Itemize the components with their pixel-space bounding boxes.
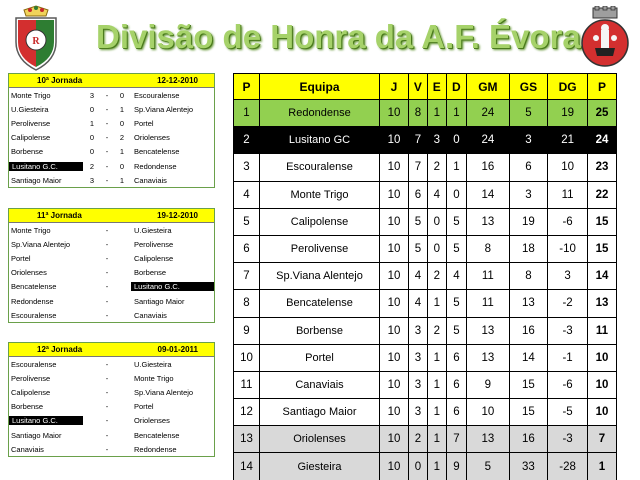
column-header: GS bbox=[509, 74, 547, 100]
round-label: 12ª Jornada bbox=[37, 345, 83, 354]
column-header: P bbox=[234, 74, 260, 100]
standings-row bbox=[234, 371, 617, 398]
position-cell: 2 bbox=[234, 127, 260, 154]
away-team: Portel bbox=[134, 402, 154, 412]
games-cell: 10 bbox=[380, 100, 409, 127]
wins-cell: 4 bbox=[408, 290, 427, 317]
goal-diff-cell: -28 bbox=[548, 453, 588, 480]
standings-row bbox=[234, 100, 617, 127]
goals-for-cell: 5 bbox=[467, 453, 510, 480]
round-11-panel bbox=[8, 208, 215, 323]
home-team: Lusitano G.C. bbox=[9, 162, 83, 171]
wins-cell: 7 bbox=[408, 154, 427, 181]
losses-cell: 4 bbox=[446, 263, 466, 290]
points-cell: 13 bbox=[588, 290, 617, 317]
score-separator: - bbox=[105, 282, 109, 292]
points-cell: 23 bbox=[588, 154, 617, 181]
goal-diff-cell: -3 bbox=[548, 426, 588, 453]
round-header bbox=[9, 209, 214, 223]
game-row bbox=[9, 251, 214, 265]
games-cell: 10 bbox=[380, 208, 409, 235]
home-team: Escouralense bbox=[11, 310, 57, 320]
game-row bbox=[9, 88, 214, 102]
team-cell: Bencatelense bbox=[260, 290, 380, 317]
losses-cell: 9 bbox=[446, 453, 466, 480]
score-separator: - bbox=[105, 296, 109, 306]
away-team: Bencatelense bbox=[134, 430, 180, 440]
games-cell: 10 bbox=[380, 344, 409, 371]
home-team: Portel bbox=[11, 253, 31, 263]
games-cell: 10 bbox=[380, 127, 409, 154]
standings-row bbox=[234, 154, 617, 181]
goal-diff-cell: 19 bbox=[548, 100, 588, 127]
goal-diff-cell: -5 bbox=[548, 399, 588, 426]
away-team: Lusitano G.C. bbox=[131, 282, 214, 291]
home-team: Sp.Viana Alentejo bbox=[11, 239, 71, 249]
goals-against-cell: 16 bbox=[509, 426, 547, 453]
draws-cell: 3 bbox=[427, 127, 446, 154]
away-score: 1 bbox=[119, 175, 125, 185]
standings-row bbox=[234, 127, 617, 154]
team-cell: Portel bbox=[260, 344, 380, 371]
game-row bbox=[9, 173, 214, 187]
score-separator: - bbox=[105, 444, 109, 454]
score-separator: - bbox=[105, 253, 109, 263]
points-cell: 7 bbox=[588, 426, 617, 453]
city-coat-of-arms-icon bbox=[578, 6, 632, 68]
away-team: U.Giesteira bbox=[134, 359, 172, 369]
game-row bbox=[9, 237, 214, 251]
points-cell: 11 bbox=[588, 317, 617, 344]
home-team: Perolivense bbox=[11, 373, 51, 383]
standings-body bbox=[234, 100, 617, 480]
away-team: Portel bbox=[134, 118, 154, 128]
position-cell: 5 bbox=[234, 208, 260, 235]
draws-cell: 2 bbox=[427, 154, 446, 181]
losses-cell: 1 bbox=[446, 100, 466, 127]
standings-row bbox=[234, 399, 617, 426]
wins-cell: 3 bbox=[408, 344, 427, 371]
goal-diff-cell: -6 bbox=[548, 208, 588, 235]
game-row bbox=[9, 280, 214, 294]
games-cell: 10 bbox=[380, 290, 409, 317]
points-cell: 14 bbox=[588, 263, 617, 290]
losses-cell: 0 bbox=[446, 181, 466, 208]
goals-for-cell: 9 bbox=[467, 371, 510, 398]
page-title: Divisão de Honra da A.F. Évora bbox=[96, 18, 581, 55]
team-cell: Calipolense bbox=[260, 208, 380, 235]
score-separator: - bbox=[105, 310, 109, 320]
position-cell: 1 bbox=[234, 100, 260, 127]
position-cell: 11 bbox=[234, 371, 260, 398]
away-team: Oriolenses bbox=[134, 416, 170, 426]
standings-row bbox=[234, 181, 617, 208]
round-date: 09-01-2011 bbox=[157, 345, 198, 354]
goals-against-cell: 13 bbox=[509, 290, 547, 317]
home-team: Calipolense bbox=[11, 387, 51, 397]
team-cell: Canaviais bbox=[260, 371, 380, 398]
draws-cell: 1 bbox=[427, 290, 446, 317]
team-cell: Santiago Maior bbox=[260, 399, 380, 426]
losses-cell: 6 bbox=[446, 344, 466, 371]
goal-diff-cell: 10 bbox=[548, 154, 588, 181]
standings-row bbox=[234, 317, 617, 344]
away-team: Santiago Maior bbox=[134, 296, 185, 306]
home-score: 0 bbox=[89, 104, 95, 114]
score-separator: - bbox=[105, 161, 109, 171]
points-cell: 15 bbox=[588, 208, 617, 235]
game-row bbox=[9, 442, 214, 456]
round-games bbox=[9, 357, 214, 456]
goal-diff-cell: 21 bbox=[548, 127, 588, 154]
position-cell: 12 bbox=[234, 399, 260, 426]
losses-cell: 5 bbox=[446, 290, 466, 317]
position-cell: 8 bbox=[234, 290, 260, 317]
score-separator: - bbox=[105, 373, 109, 383]
game-row bbox=[9, 357, 214, 371]
points-cell: 24 bbox=[588, 127, 617, 154]
round-header bbox=[9, 343, 214, 357]
away-team: Redondense bbox=[134, 161, 177, 171]
losses-cell: 5 bbox=[446, 235, 466, 262]
away-team: Calipolense bbox=[134, 253, 174, 263]
round-games bbox=[9, 223, 214, 322]
game-row bbox=[9, 266, 214, 280]
goals-against-cell: 15 bbox=[509, 399, 547, 426]
losses-cell: 5 bbox=[446, 317, 466, 344]
home-team: Redondense bbox=[11, 296, 54, 306]
home-score: 3 bbox=[89, 175, 95, 185]
goals-for-cell: 13 bbox=[467, 208, 510, 235]
score-separator: - bbox=[105, 416, 109, 426]
away-team: Sp.Viana Alentejo bbox=[134, 104, 194, 114]
home-team: Santiago Maior bbox=[11, 430, 62, 440]
column-header: P bbox=[588, 74, 617, 100]
game-row bbox=[9, 102, 214, 116]
home-score: 0 bbox=[89, 133, 95, 143]
score-separator: - bbox=[105, 90, 109, 100]
round-10-panel bbox=[8, 73, 215, 188]
draws-cell: 0 bbox=[427, 208, 446, 235]
away-team: Escouralense bbox=[134, 90, 180, 100]
away-team: Bencatelense bbox=[134, 147, 180, 157]
home-team: U.Giesteira bbox=[11, 104, 49, 114]
away-score: 0 bbox=[119, 90, 125, 100]
home-team: Borbense bbox=[11, 402, 44, 412]
goals-against-cell: 15 bbox=[509, 371, 547, 398]
home-team: Calipolense bbox=[11, 133, 51, 143]
game-row bbox=[9, 385, 214, 399]
home-team: Monte Trigo bbox=[11, 90, 51, 100]
svg-text:R: R bbox=[32, 36, 40, 47]
goals-for-cell: 11 bbox=[467, 290, 510, 317]
home-team: Borbense bbox=[11, 147, 44, 157]
games-cell: 10 bbox=[380, 235, 409, 262]
draws-cell: 2 bbox=[427, 317, 446, 344]
home-team: Bencatelense bbox=[11, 282, 57, 292]
away-score: 1 bbox=[119, 147, 125, 157]
game-row bbox=[9, 145, 214, 159]
goal-diff-cell: -3 bbox=[548, 317, 588, 344]
standings-table bbox=[233, 73, 617, 480]
game-row bbox=[9, 371, 214, 385]
games-cell: 10 bbox=[380, 154, 409, 181]
wins-cell: 8 bbox=[408, 100, 427, 127]
away-score: 0 bbox=[119, 118, 125, 128]
points-cell: 10 bbox=[588, 399, 617, 426]
draws-cell: 1 bbox=[427, 100, 446, 127]
goals-against-cell: 3 bbox=[509, 181, 547, 208]
wins-cell: 3 bbox=[408, 399, 427, 426]
wins-cell: 5 bbox=[408, 235, 427, 262]
game-row bbox=[9, 223, 214, 237]
wins-cell: 4 bbox=[408, 263, 427, 290]
team-cell: Borbense bbox=[260, 317, 380, 344]
away-team: Borbense bbox=[134, 268, 167, 278]
away-score: 1 bbox=[119, 104, 125, 114]
losses-cell: 5 bbox=[446, 208, 466, 235]
goals-for-cell: 14 bbox=[467, 181, 510, 208]
score-separator: - bbox=[105, 268, 109, 278]
column-header: E bbox=[427, 74, 446, 100]
game-row bbox=[9, 428, 214, 442]
losses-cell: 6 bbox=[446, 399, 466, 426]
losses-cell: 6 bbox=[446, 371, 466, 398]
score-separator: - bbox=[105, 147, 109, 157]
team-cell: Escouralense bbox=[260, 154, 380, 181]
position-cell: 7 bbox=[234, 263, 260, 290]
draws-cell: 1 bbox=[427, 426, 446, 453]
goals-for-cell: 8 bbox=[467, 235, 510, 262]
column-header: GM bbox=[467, 74, 510, 100]
standings-row bbox=[234, 235, 617, 262]
goal-diff-cell: 3 bbox=[548, 263, 588, 290]
home-team: Santiago Maior bbox=[11, 175, 62, 185]
goals-for-cell: 13 bbox=[467, 317, 510, 344]
draws-cell: 2 bbox=[427, 263, 446, 290]
score-separator: - bbox=[105, 225, 109, 235]
standings-row bbox=[234, 344, 617, 371]
team-cell: Monte Trigo bbox=[260, 181, 380, 208]
wins-cell: 5 bbox=[408, 208, 427, 235]
wins-cell: 2 bbox=[408, 426, 427, 453]
goals-for-cell: 24 bbox=[467, 127, 510, 154]
goal-diff-cell: -10 bbox=[548, 235, 588, 262]
round-header bbox=[9, 74, 214, 88]
wins-cell: 7 bbox=[408, 127, 427, 154]
goal-diff-cell: 11 bbox=[548, 181, 588, 208]
standings-row bbox=[234, 208, 617, 235]
game-row bbox=[9, 159, 214, 173]
away-team: Canaviais bbox=[134, 310, 167, 320]
game-row bbox=[9, 400, 214, 414]
games-cell: 10 bbox=[380, 263, 409, 290]
goals-against-cell: 19 bbox=[509, 208, 547, 235]
team-cell: Redondense bbox=[260, 100, 380, 127]
score-separator: - bbox=[105, 175, 109, 185]
goals-for-cell: 13 bbox=[467, 426, 510, 453]
wins-cell: 0 bbox=[408, 453, 427, 480]
score-separator: - bbox=[105, 118, 109, 128]
column-header: J bbox=[380, 74, 409, 100]
draws-cell: 4 bbox=[427, 181, 446, 208]
goal-diff-cell: -6 bbox=[548, 371, 588, 398]
wins-cell: 3 bbox=[408, 317, 427, 344]
wins-cell: 3 bbox=[408, 371, 427, 398]
round-12-panel bbox=[8, 342, 215, 457]
position-cell: 3 bbox=[234, 154, 260, 181]
home-team: Monte Trigo bbox=[11, 225, 51, 235]
points-cell: 10 bbox=[588, 344, 617, 371]
game-row bbox=[9, 294, 214, 308]
standings-row bbox=[234, 263, 617, 290]
score-separator: - bbox=[105, 359, 109, 369]
goals-against-cell: 18 bbox=[509, 235, 547, 262]
home-score: 3 bbox=[89, 90, 95, 100]
round-date: 19-12-2010 bbox=[157, 211, 198, 220]
goals-for-cell: 24 bbox=[467, 100, 510, 127]
away-team: U.Giesteira bbox=[134, 225, 172, 235]
goals-against-cell: 16 bbox=[509, 317, 547, 344]
away-team: Redondense bbox=[134, 444, 177, 454]
score-separator: - bbox=[105, 430, 109, 440]
score-separator: - bbox=[105, 387, 109, 397]
losses-cell: 7 bbox=[446, 426, 466, 453]
goals-against-cell: 5 bbox=[509, 100, 547, 127]
team-cell: Lusitano GC bbox=[260, 127, 380, 154]
away-team: Canaviais bbox=[134, 175, 167, 185]
away-team: Sp.Viana Alentejo bbox=[134, 387, 194, 397]
goal-diff-cell: -2 bbox=[548, 290, 588, 317]
game-row bbox=[9, 414, 214, 428]
away-team: Oriolenses bbox=[134, 133, 170, 143]
score-separator: - bbox=[105, 402, 109, 412]
away-team: Perolivense bbox=[134, 239, 174, 249]
column-header: V bbox=[408, 74, 427, 100]
position-cell: 4 bbox=[234, 181, 260, 208]
game-row bbox=[9, 308, 214, 322]
team-cell: Giesteira bbox=[260, 453, 380, 480]
away-score: 2 bbox=[119, 133, 125, 143]
goals-for-cell: 16 bbox=[467, 154, 510, 181]
round-label: 11ª Jornada bbox=[37, 211, 82, 220]
goal-diff-cell: -1 bbox=[548, 344, 588, 371]
standings-row bbox=[234, 453, 617, 480]
points-cell: 22 bbox=[588, 181, 617, 208]
score-separator: - bbox=[105, 133, 109, 143]
home-score: 2 bbox=[89, 161, 95, 171]
draws-cell: 1 bbox=[427, 453, 446, 480]
club-crest-icon bbox=[10, 4, 62, 72]
position-cell: 13 bbox=[234, 426, 260, 453]
points-cell: 1 bbox=[588, 453, 617, 480]
column-header: Equipa bbox=[260, 74, 380, 100]
standings-row bbox=[234, 426, 617, 453]
points-cell: 10 bbox=[588, 371, 617, 398]
draws-cell: 1 bbox=[427, 371, 446, 398]
goals-against-cell: 6 bbox=[509, 154, 547, 181]
wins-cell: 6 bbox=[408, 181, 427, 208]
game-row bbox=[9, 131, 214, 145]
draws-cell: 0 bbox=[427, 235, 446, 262]
score-separator: - bbox=[105, 239, 109, 249]
position-cell: 9 bbox=[234, 317, 260, 344]
team-cell: Perolivense bbox=[260, 235, 380, 262]
round-games bbox=[9, 88, 214, 187]
game-row bbox=[9, 116, 214, 130]
column-header: D bbox=[446, 74, 466, 100]
away-score: 0 bbox=[119, 161, 125, 171]
position-cell: 6 bbox=[234, 235, 260, 262]
goals-for-cell: 10 bbox=[467, 399, 510, 426]
round-date: 12-12-2010 bbox=[157, 76, 198, 85]
points-cell: 15 bbox=[588, 235, 617, 262]
goals-for-cell: 11 bbox=[467, 263, 510, 290]
points-cell: 25 bbox=[588, 100, 617, 127]
standings-row bbox=[234, 290, 617, 317]
team-cell: Oriolenses bbox=[260, 426, 380, 453]
games-cell: 10 bbox=[380, 426, 409, 453]
round-label: 10ª Jornada bbox=[37, 76, 83, 85]
team-cell: Sp.Viana Alentejo bbox=[260, 263, 380, 290]
home-team: Escouralense bbox=[11, 359, 57, 369]
goals-against-cell: 3 bbox=[509, 127, 547, 154]
home-team: Perolivense bbox=[11, 118, 51, 128]
draws-cell: 1 bbox=[427, 399, 446, 426]
home-score: 1 bbox=[89, 118, 95, 128]
losses-cell: 0 bbox=[446, 127, 466, 154]
games-cell: 10 bbox=[380, 453, 409, 480]
position-cell: 10 bbox=[234, 344, 260, 371]
draws-cell: 1 bbox=[427, 344, 446, 371]
home-score: 0 bbox=[89, 147, 95, 157]
position-cell: 14 bbox=[234, 453, 260, 480]
home-team: Lusitano G.C. bbox=[9, 416, 83, 425]
losses-cell: 1 bbox=[446, 154, 466, 181]
away-team: Monte Trigo bbox=[134, 373, 174, 383]
column-header: DG bbox=[548, 74, 588, 100]
goals-against-cell: 8 bbox=[509, 263, 547, 290]
games-cell: 10 bbox=[380, 371, 409, 398]
score-separator: - bbox=[105, 104, 109, 114]
home-team: Oriolenses bbox=[11, 268, 47, 278]
goals-for-cell: 13 bbox=[467, 344, 510, 371]
home-team: Canaviais bbox=[11, 444, 44, 454]
goals-against-cell: 14 bbox=[509, 344, 547, 371]
standings-header-row bbox=[234, 74, 617, 100]
games-cell: 10 bbox=[380, 181, 409, 208]
goals-against-cell: 33 bbox=[509, 453, 547, 480]
games-cell: 10 bbox=[380, 317, 409, 344]
games-cell: 10 bbox=[380, 399, 409, 426]
